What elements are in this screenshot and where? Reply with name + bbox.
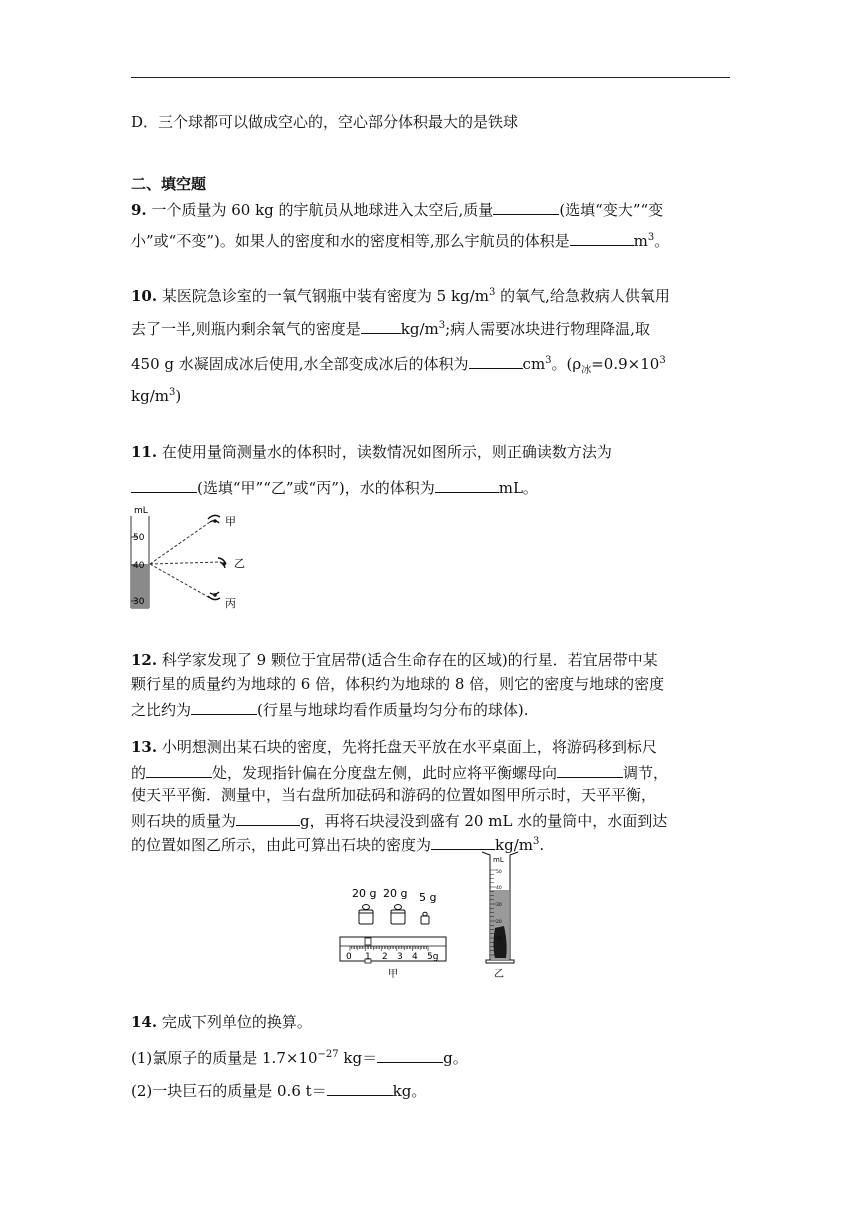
- q14-number: 14.: [131, 1013, 158, 1031]
- scale-tick-label: 5g: [427, 952, 439, 962]
- q10-line3: [131, 352, 731, 374]
- q13-text: 的位置如图乙所示，由此可算出石块的密度为: [131, 836, 432, 854]
- q14-blank1[interactable]: [377, 1046, 443, 1063]
- weight-icon: [359, 905, 373, 925]
- section-title: [131, 174, 731, 194]
- q9-line2: [131, 229, 731, 251]
- q12-text: 科学家发现了 9 颗位于宜居带(适合生命存在的区域)的行星．若宜居带中某: [161, 651, 658, 669]
- q11-eye-label: 乙: [234, 557, 245, 570]
- q14-text: 完成下列单位的换算。: [161, 1013, 312, 1031]
- q14-line1: [131, 1012, 731, 1032]
- scale-tick-label: 3: [397, 952, 403, 962]
- cylinder-unit: mL: [493, 856, 504, 864]
- q11-text: mL。: [498, 479, 538, 497]
- q13-line5: [131, 833, 731, 855]
- eye-icon: [218, 558, 226, 568]
- weight-label: 20 g: [383, 887, 408, 900]
- q14-text: g。: [443, 1049, 468, 1067]
- q10-text: 。(ρ: [551, 355, 582, 373]
- q12-blank[interactable]: [191, 698, 257, 715]
- q13-text: 调节，: [623, 764, 669, 782]
- cylinder-tick-label: 10: [496, 937, 502, 942]
- cylinder-tick-label: 30: [496, 903, 502, 908]
- q10-number: 10.: [131, 287, 158, 305]
- q9-text: (选填“变大”“变: [559, 201, 664, 219]
- q12-number: 12.: [131, 651, 158, 669]
- q12-line1: [131, 650, 731, 670]
- q10-text: ;病人需要冰块进行物理降温,取: [445, 320, 650, 338]
- q10-line1: [131, 286, 731, 306]
- q14-part2: [131, 1079, 731, 1101]
- cylinder-tick-label: 20: [496, 920, 502, 925]
- figure-caption: 乙: [494, 969, 504, 980]
- scale-tick-label: 1: [365, 952, 371, 962]
- q10-sub: 冰: [581, 365, 592, 376]
- q11-line1: [131, 442, 731, 462]
- q11-eye-label: 丙: [225, 597, 236, 610]
- option-d-text: D．三个球都可以做成空心的，空心部分体积最大的是铁球: [131, 113, 519, 131]
- q10-line2: [131, 317, 731, 339]
- q11-number: 11.: [131, 443, 158, 461]
- header-rule: [131, 77, 730, 78]
- q10-blank1[interactable]: [361, 317, 401, 334]
- q13-text: g，再将石块浸没到盛有 20 mL 水的量筒中，水面到达: [300, 812, 668, 830]
- cylinder-tick-label: 50: [496, 870, 502, 875]
- q14-blank2[interactable]: [327, 1079, 393, 1096]
- eye-icon: [208, 592, 220, 600]
- option-d: [131, 112, 731, 132]
- scale-tick-label: 0: [346, 952, 352, 962]
- stone: [494, 926, 507, 958]
- q13-line4: [131, 809, 731, 831]
- q14-text: kg＝: [338, 1049, 378, 1067]
- q9-text: 。: [654, 232, 670, 250]
- q12-text: 之比约为: [131, 701, 192, 719]
- q9-text: 一个质量为 60 kg 的宇航员从地球进入太空后,质量: [151, 201, 494, 219]
- weight-icon: [391, 905, 405, 925]
- q13-text: 则石块的质量为: [131, 812, 237, 830]
- q13-text: 使天平平衡．测量中，当右盘所加砝码和游码的位置如图甲所示时，天平平衡，: [131, 786, 657, 804]
- eye-icon: [208, 515, 220, 523]
- q13-text: 处，发现指针偏在分度盘左侧，此时应将平衡螺母向: [212, 764, 558, 782]
- q10-text: 去了一半,则瓶内剩余氧气的密度是: [131, 320, 361, 338]
- q11-line2: [131, 476, 731, 498]
- q9-unit: m: [633, 232, 648, 250]
- q10-sup: 3: [545, 355, 552, 366]
- q13-line1: [131, 737, 731, 757]
- q12-text: (行星与地球均看作质量均匀分布的球体).: [257, 701, 529, 719]
- q11-tick-label: 40: [133, 561, 145, 571]
- q10-unit: kg/m: [400, 320, 439, 338]
- q14-text: kg。: [392, 1082, 427, 1100]
- q10-sup: 3: [488, 287, 496, 298]
- q10-text: 某医院急诊室的一氧气钢瓶中装有密度为 5 kg/m: [161, 287, 489, 305]
- q11-text: (选填“甲”“乙”或“丙”)，水的体积为: [197, 479, 435, 497]
- q11-blank2[interactable]: [435, 476, 499, 493]
- q11-fig-unit: mL: [134, 506, 148, 516]
- figure-caption: 甲: [388, 969, 398, 980]
- q9-text: 小”或“不变”)。如果人的密度和水的密度相等,那么宇航员的体积是: [131, 232, 570, 250]
- q13-blank3[interactable]: [236, 809, 300, 826]
- q9-blank1[interactable]: [493, 198, 559, 215]
- q9-number: 9.: [131, 201, 147, 219]
- weight-label: 5 g: [419, 891, 437, 904]
- scale-tick-label: 2: [382, 952, 388, 962]
- weight-label: 20 g: [352, 887, 377, 900]
- q13-text: 的: [131, 764, 147, 782]
- q10-sup: 3: [659, 355, 666, 366]
- q12-line2: [131, 674, 731, 694]
- section-title-text: 二、填空题: [131, 175, 207, 193]
- q14-text: (2)一块巨石的质量是 0.6 t＝: [131, 1082, 327, 1100]
- q10-text: 的氧气,给急救病人供氧用: [495, 287, 670, 305]
- q10-text: =0.9×10: [591, 355, 660, 373]
- q10-unit: kg/m: [131, 387, 169, 405]
- rider: [365, 938, 371, 945]
- q11-figure: [128, 502, 258, 614]
- q10-sup: 3: [438, 320, 446, 331]
- q13-blank1[interactable]: [146, 761, 212, 778]
- cylinder-tick-label: 40: [496, 886, 502, 891]
- q13-figure-a: [338, 880, 450, 980]
- q9-line1: [131, 198, 731, 220]
- q10-text: ): [175, 387, 182, 405]
- q14-text: (1)氯原子的质量是 1.7×10: [131, 1049, 318, 1067]
- q13-line3: [131, 785, 731, 805]
- q10-unit: cm: [522, 355, 546, 373]
- q13-text: .: [539, 836, 545, 854]
- q13-blank2[interactable]: [557, 761, 623, 778]
- q11-eye-label: 甲: [225, 515, 236, 528]
- q9-unit-sup: 3: [647, 232, 655, 243]
- q11-text: 在使用量筒测量水的体积时，读数情况如图所示，则正确读数方法为: [161, 443, 612, 461]
- q12-line3: [131, 698, 731, 720]
- q13-number: 13.: [131, 738, 158, 756]
- q10-text: 450 g 水凝固成冰后使用,水全部变成冰后的体积为: [131, 355, 469, 373]
- q12-text: 颗行星的质量约为地球的 6 倍，体积约为地球的 8 倍，则它的密度与地球的密度: [131, 675, 665, 693]
- q14-part1: [131, 1046, 731, 1068]
- q13-unit: kg/m: [495, 836, 533, 854]
- scale-tick-label: 4: [412, 952, 418, 962]
- q10-blank2[interactable]: [469, 352, 523, 369]
- q14-sup: −27: [317, 1049, 339, 1060]
- q9-blank2[interactable]: [570, 229, 634, 246]
- q11-blank1[interactable]: [131, 476, 197, 493]
- q10-sup: 3: [168, 387, 176, 398]
- q11-tick-label: 30: [133, 597, 145, 607]
- q10-line4: [131, 386, 731, 406]
- q13-text: 小明想测出某石块的密度，先将托盘天平放在水平桌面上，将游码移到标尺: [161, 738, 657, 756]
- q13-line2: [131, 761, 731, 783]
- q13-figure-b: [476, 846, 524, 980]
- weight-icon: [421, 912, 429, 924]
- q11-tick-label: 50: [133, 533, 145, 543]
- q13-sup: 3: [532, 836, 540, 847]
